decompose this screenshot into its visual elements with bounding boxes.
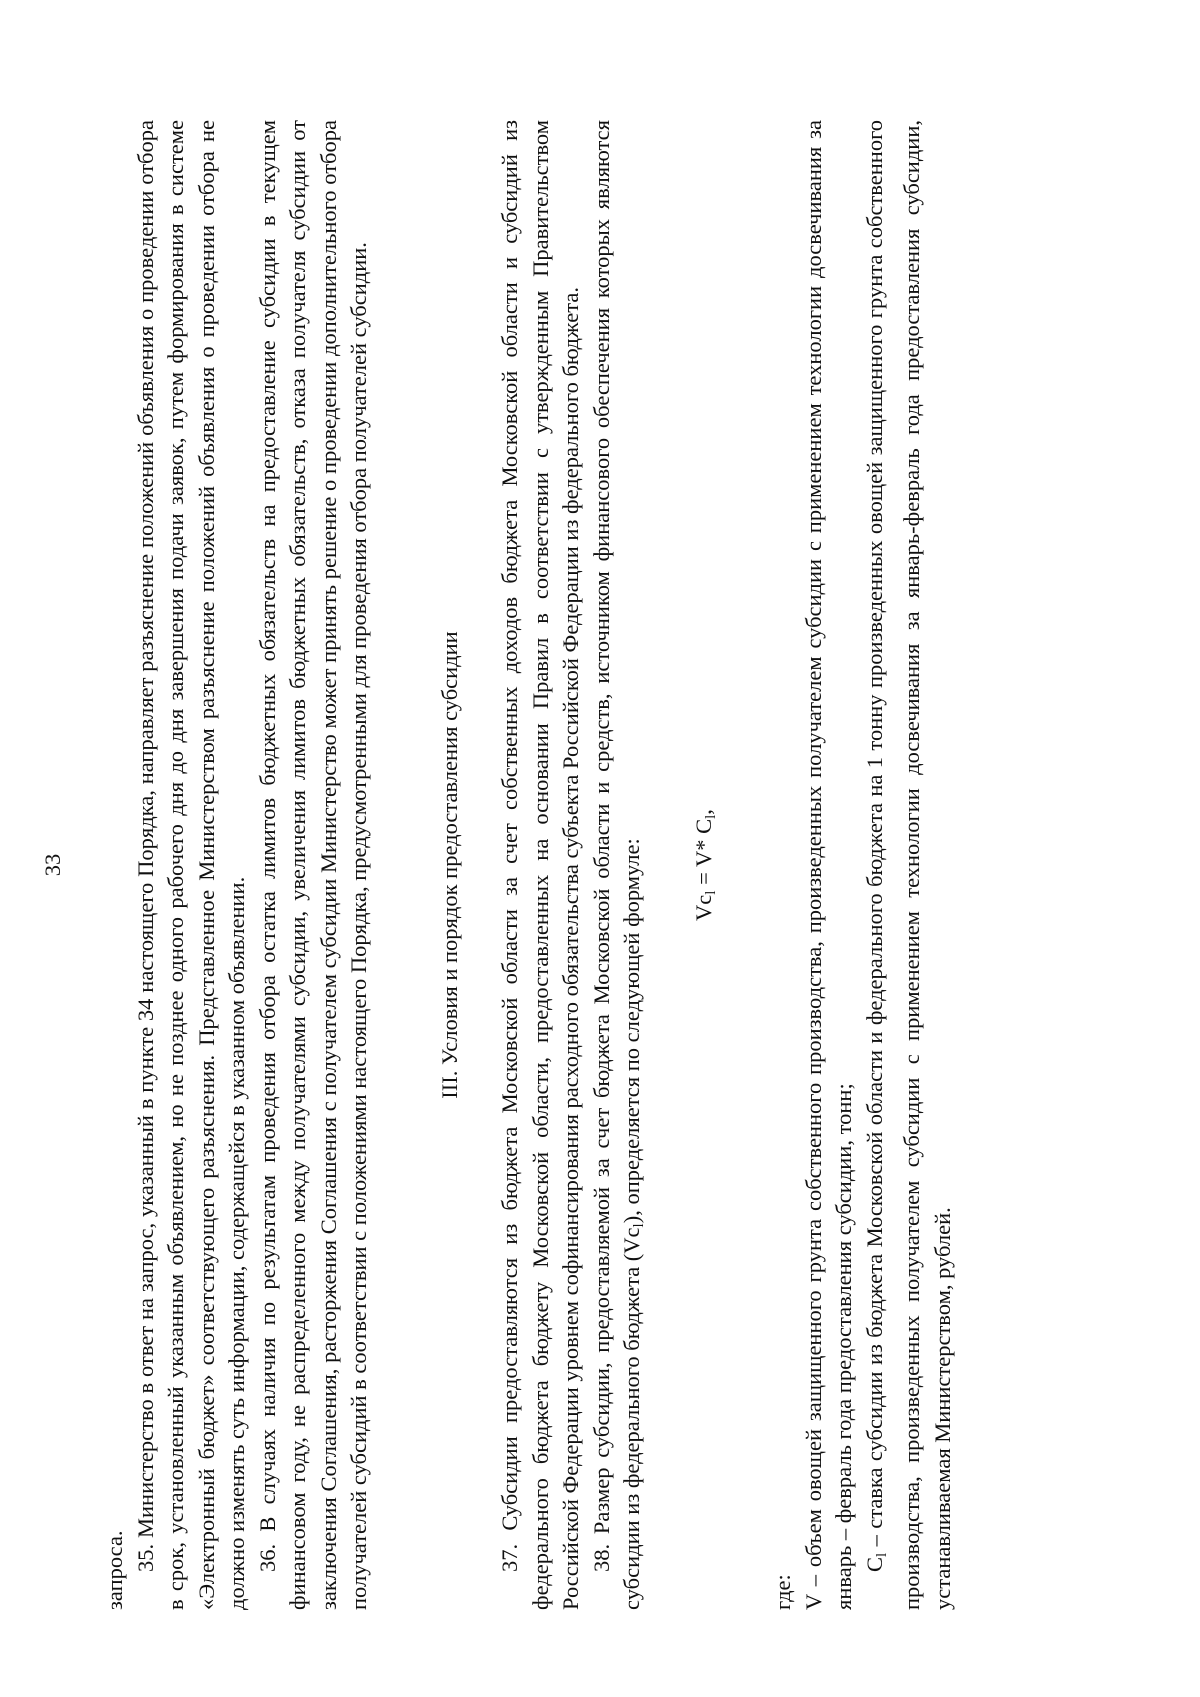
definition-c: $C_l$ – ставка субсидии из бюджета Московской области и федерального бюджета на 1 тонну произведенных овощей защищенного грунта собственного производства, произведенных получателем субсидии с применением технологии досвечивания за январь-февраль года предоставления субсидии, устанавливаемая Министерством, рублей. <box>861 120 955 1610</box>
where-label: где: <box>770 1574 795 1610</box>
paragraph-35: 35. Министерство в ответ на запрос, указанный в пункте 34 настоящего Порядка, направляет разъяснение положений объявления о проведении отбора в срок, установленный указанным объявлением, но не позднее одного рабочего дня до дня завершения подачи заявок, путем формирования в системе «Электронный бюджет» соответствующего разъяснения. Представленное Министерством разъяснение положений объявления о проведении отбора не должно изменять суть информации, содержащейся в указанном объявлении. <box>132 120 249 1610</box>
formula: $Vc_l = V*$ $C_l$, <box>690 809 719 921</box>
paragraph-36: 36. В случаях наличия по результатам проведения отбора остатка лимитов бюджетных обязательств на предоставление субсидии в текущем финансовом году, не распределенного между получателями субсидии, увеличения лимитов бюджетных обязательств, отказа получателя субсидии от заключения Соглашения, расторжения Соглашения с получателем субсидии Министерство может принять решение о проведении дополнительного отбора получателей субсидий в соответствии с положениями настоящего Порядка, предусмотренными для проведения отбора получателей субсидии. <box>254 120 371 1610</box>
section-heading: III. Условия и порядок предоставления субсидии <box>436 631 462 1099</box>
definition-v: V – объем овощей защищенного грунта собственного производства, произведенных получателем субсидии с применением технологии досвечивания за январь – февраль года предоставления субсидии, тонн; <box>800 120 856 1610</box>
paragraph-38: 38. Размер субсидии, предоставляемой за счет бюджета Московской области и средств, источником финансового обеспечения которых являются субсидии из федерального бюджета $(Vc_l)$, определяется по следующей формуле: <box>588 120 647 1610</box>
paragraph-37: 37. Субсидии предоставляются из бюджета Московской области за счет собственных доходов бюджета Московской области и субсидий из федерального бюджета бюджету Московской области, предоставленных на основании Правил в соответствии с утвержденным Правительством Российской Федерации уровнем софинансирования расходного обязательства субъекта Российской Федерации из федерального бюджета. <box>497 120 583 1610</box>
page-number: 33 <box>40 853 65 877</box>
text-line: запроса. <box>102 1530 127 1610</box>
rotated-content <box>40 120 1060 1610</box>
